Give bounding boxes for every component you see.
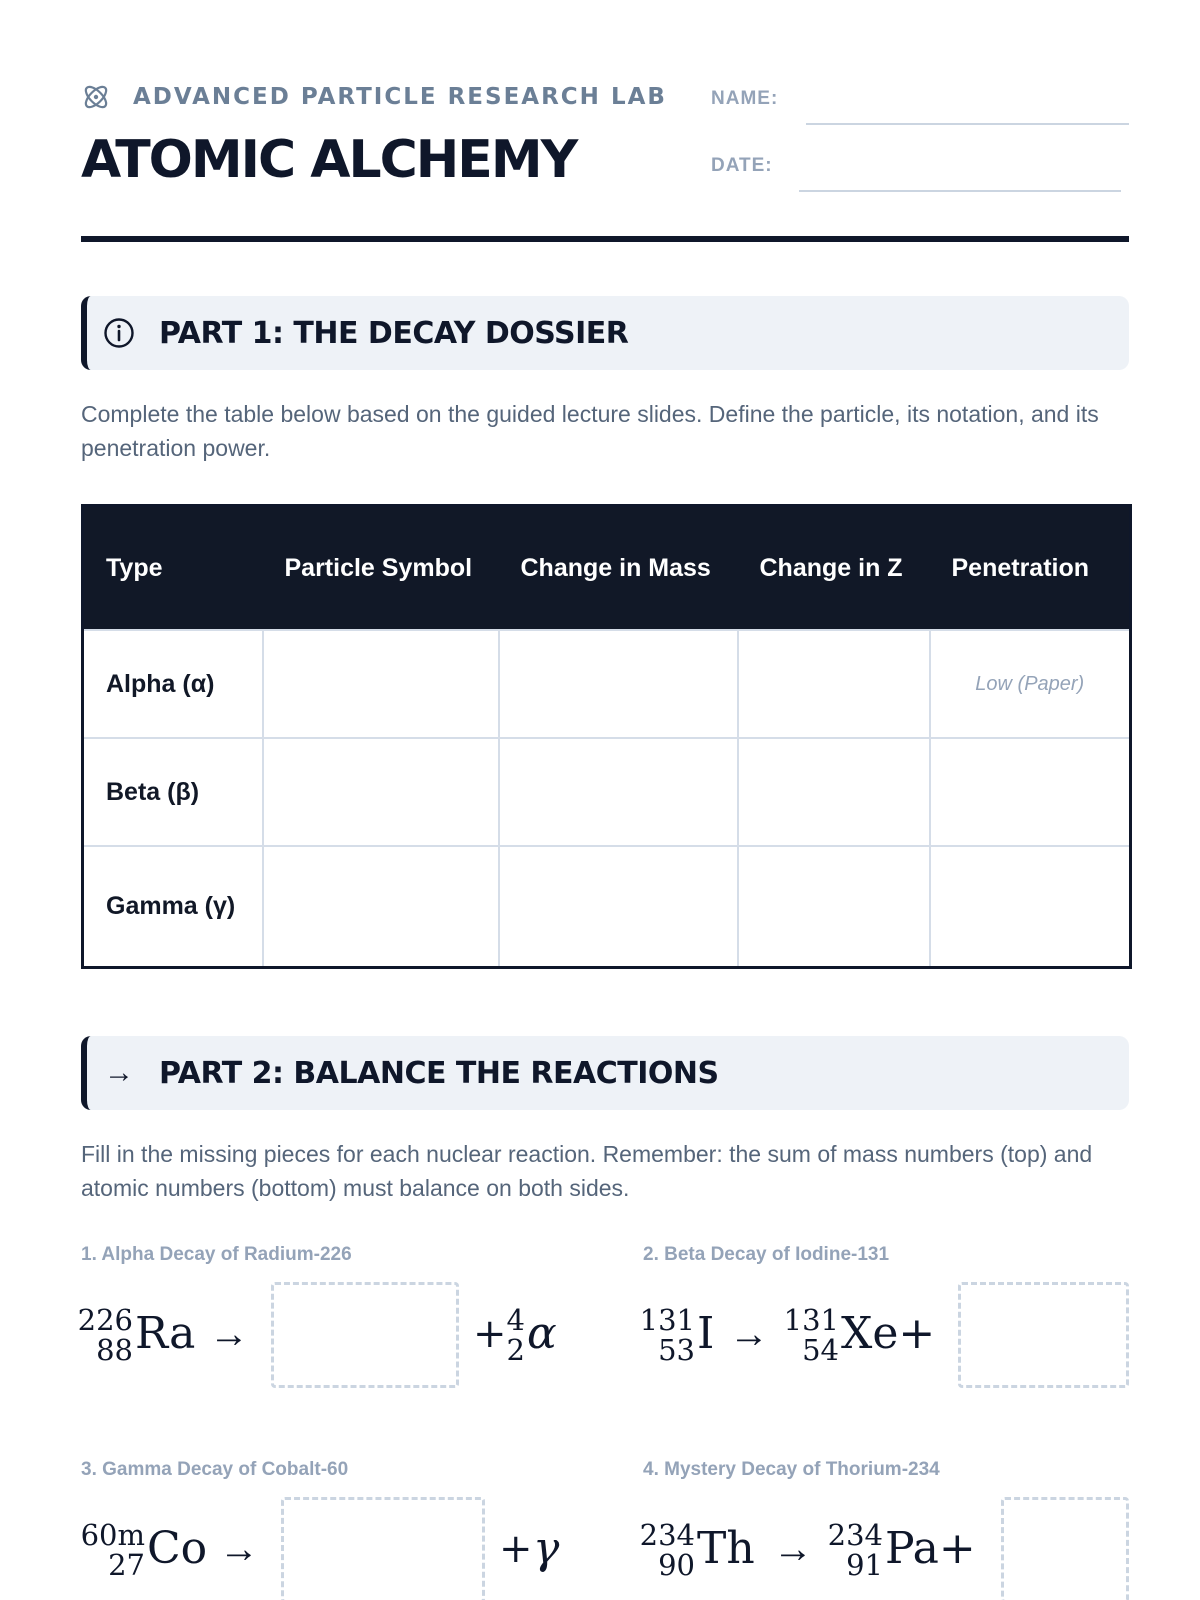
- z-cell[interactable]: [738, 738, 930, 846]
- mass-cell[interactable]: [499, 846, 738, 968]
- atomic-number: 88: [96, 1333, 133, 1367]
- mass-number: 234: [827, 1518, 883, 1552]
- symbol-cell[interactable]: [263, 846, 499, 968]
- column-header-symbol: Particle Symbol: [263, 506, 499, 630]
- mass-number: 4: [506, 1303, 525, 1337]
- atomic-number: 90: [658, 1548, 695, 1582]
- parent-element-symbol: Th: [697, 1523, 755, 1574]
- table-row: [83, 846, 1131, 968]
- atom-icon: [81, 82, 111, 112]
- reaction-1-label: 1. Alpha Decay of Radium-226: [81, 1244, 352, 1265]
- info-icon: [103, 317, 135, 349]
- decay-table: [81, 504, 1132, 969]
- answer-box[interactable]: [281, 1497, 485, 1600]
- lab-header: [81, 82, 667, 112]
- row-type: Alpha (α): [83, 630, 263, 738]
- product-isotope-numbers: [827, 1518, 883, 1582]
- page-title: ATOMIC ALCHEMY: [81, 130, 577, 190]
- product-isotope-numbers: [783, 1303, 839, 1367]
- reaction-arrow: →: [209, 1312, 249, 1356]
- parent-isotope-numbers: [81, 1520, 145, 1580]
- mass-number: 131: [783, 1303, 839, 1337]
- penetration-cell[interactable]: Low (Paper): [930, 630, 1131, 738]
- product-element-symbol: Pa+: [885, 1523, 976, 1574]
- column-header-type: Type: [83, 506, 263, 630]
- plus-sign: +: [473, 1311, 507, 1357]
- parent-element-symbol: Co: [147, 1523, 208, 1574]
- plus-sign: +: [499, 1526, 533, 1572]
- parent-isotope-numbers: [639, 1518, 695, 1582]
- reaction-arrow: →: [729, 1312, 769, 1356]
- date-field[interactable]: [799, 190, 1121, 192]
- part2-title: PART 2: BALANCE THE REACTIONS: [159, 1055, 719, 1091]
- mass-number: 234: [639, 1518, 695, 1552]
- table-header-row: [83, 506, 1131, 630]
- reaction-arrow: →: [773, 1527, 813, 1571]
- name-field[interactable]: [806, 123, 1129, 125]
- part1-title: PART 1: THE DECAY DOSSIER: [159, 315, 629, 351]
- reaction-4-label: 4. Mystery Decay of Thorium-234: [643, 1459, 940, 1480]
- parent-element-symbol: I: [697, 1308, 715, 1359]
- part2-banner: [81, 1036, 1129, 1110]
- arrow-right-icon: →: [104, 1056, 134, 1089]
- answer-box[interactable]: [271, 1282, 459, 1388]
- parent-element-symbol: Ra: [135, 1308, 196, 1359]
- atomic-number: 27: [108, 1548, 145, 1582]
- penetration-cell[interactable]: [930, 738, 1131, 846]
- part1-instructions: Complete the table below based on the guided lecture slides. Define the particle, its notation, and its penetration power.: [81, 401, 1099, 461]
- parent-isotope-numbers: [639, 1303, 695, 1367]
- table-row: [83, 630, 1131, 738]
- table-row: [83, 738, 1131, 846]
- worksheet-page: [77, 0, 1129, 1600]
- reaction-2-label: 2. Beta Decay of Iodine-131: [643, 1244, 890, 1265]
- mass-cell[interactable]: [499, 738, 738, 846]
- z-cell[interactable]: [738, 630, 930, 738]
- column-header-mass: Change in Mass: [499, 506, 738, 630]
- mass-number: 226: [77, 1303, 133, 1337]
- column-header-penetration: Penetration: [930, 506, 1131, 630]
- atomic-number: 91: [846, 1548, 883, 1582]
- lab-name: ADVANCED PARTICLE RESEARCH LAB: [133, 84, 667, 110]
- mass-cell[interactable]: [499, 630, 738, 738]
- mass-number: 60m: [80, 1518, 145, 1552]
- column-header-z: Change in Z: [738, 506, 930, 630]
- atomic-number: 53: [658, 1333, 695, 1367]
- answer-box[interactable]: [1001, 1497, 1129, 1600]
- part1-banner: [81, 296, 1129, 370]
- alpha-symbol: α: [527, 1308, 557, 1359]
- answer-box[interactable]: [958, 1282, 1129, 1388]
- date-label: DATE:: [711, 155, 773, 176]
- row-type: Gamma (γ): [83, 846, 263, 968]
- parent-isotope-numbers: [77, 1303, 133, 1367]
- penetration-cell[interactable]: [930, 846, 1131, 968]
- symbol-cell[interactable]: [263, 738, 499, 846]
- reaction-arrow: →: [219, 1527, 259, 1571]
- gamma-symbol: γ: [533, 1523, 560, 1574]
- atomic-number: 2: [506, 1333, 525, 1367]
- header-divider: [81, 236, 1129, 242]
- product-isotope-numbers: [503, 1305, 525, 1365]
- row-type: Beta (β): [83, 738, 263, 846]
- reaction-3-label: 3. Gamma Decay of Cobalt-60: [81, 1459, 349, 1480]
- atomic-number: 54: [802, 1333, 839, 1367]
- mass-number: 131: [639, 1303, 695, 1337]
- part2-instructions: Fill in the missing pieces for each nuclear reaction. Remember: the sum of mass numbers (top) and atomic numbers (bottom) must balance on both sides.: [81, 1141, 1093, 1201]
- z-cell[interactable]: [738, 846, 930, 968]
- symbol-cell[interactable]: [263, 630, 499, 738]
- name-label: NAME:: [711, 88, 779, 109]
- product-element-symbol: Xe+: [841, 1308, 936, 1359]
